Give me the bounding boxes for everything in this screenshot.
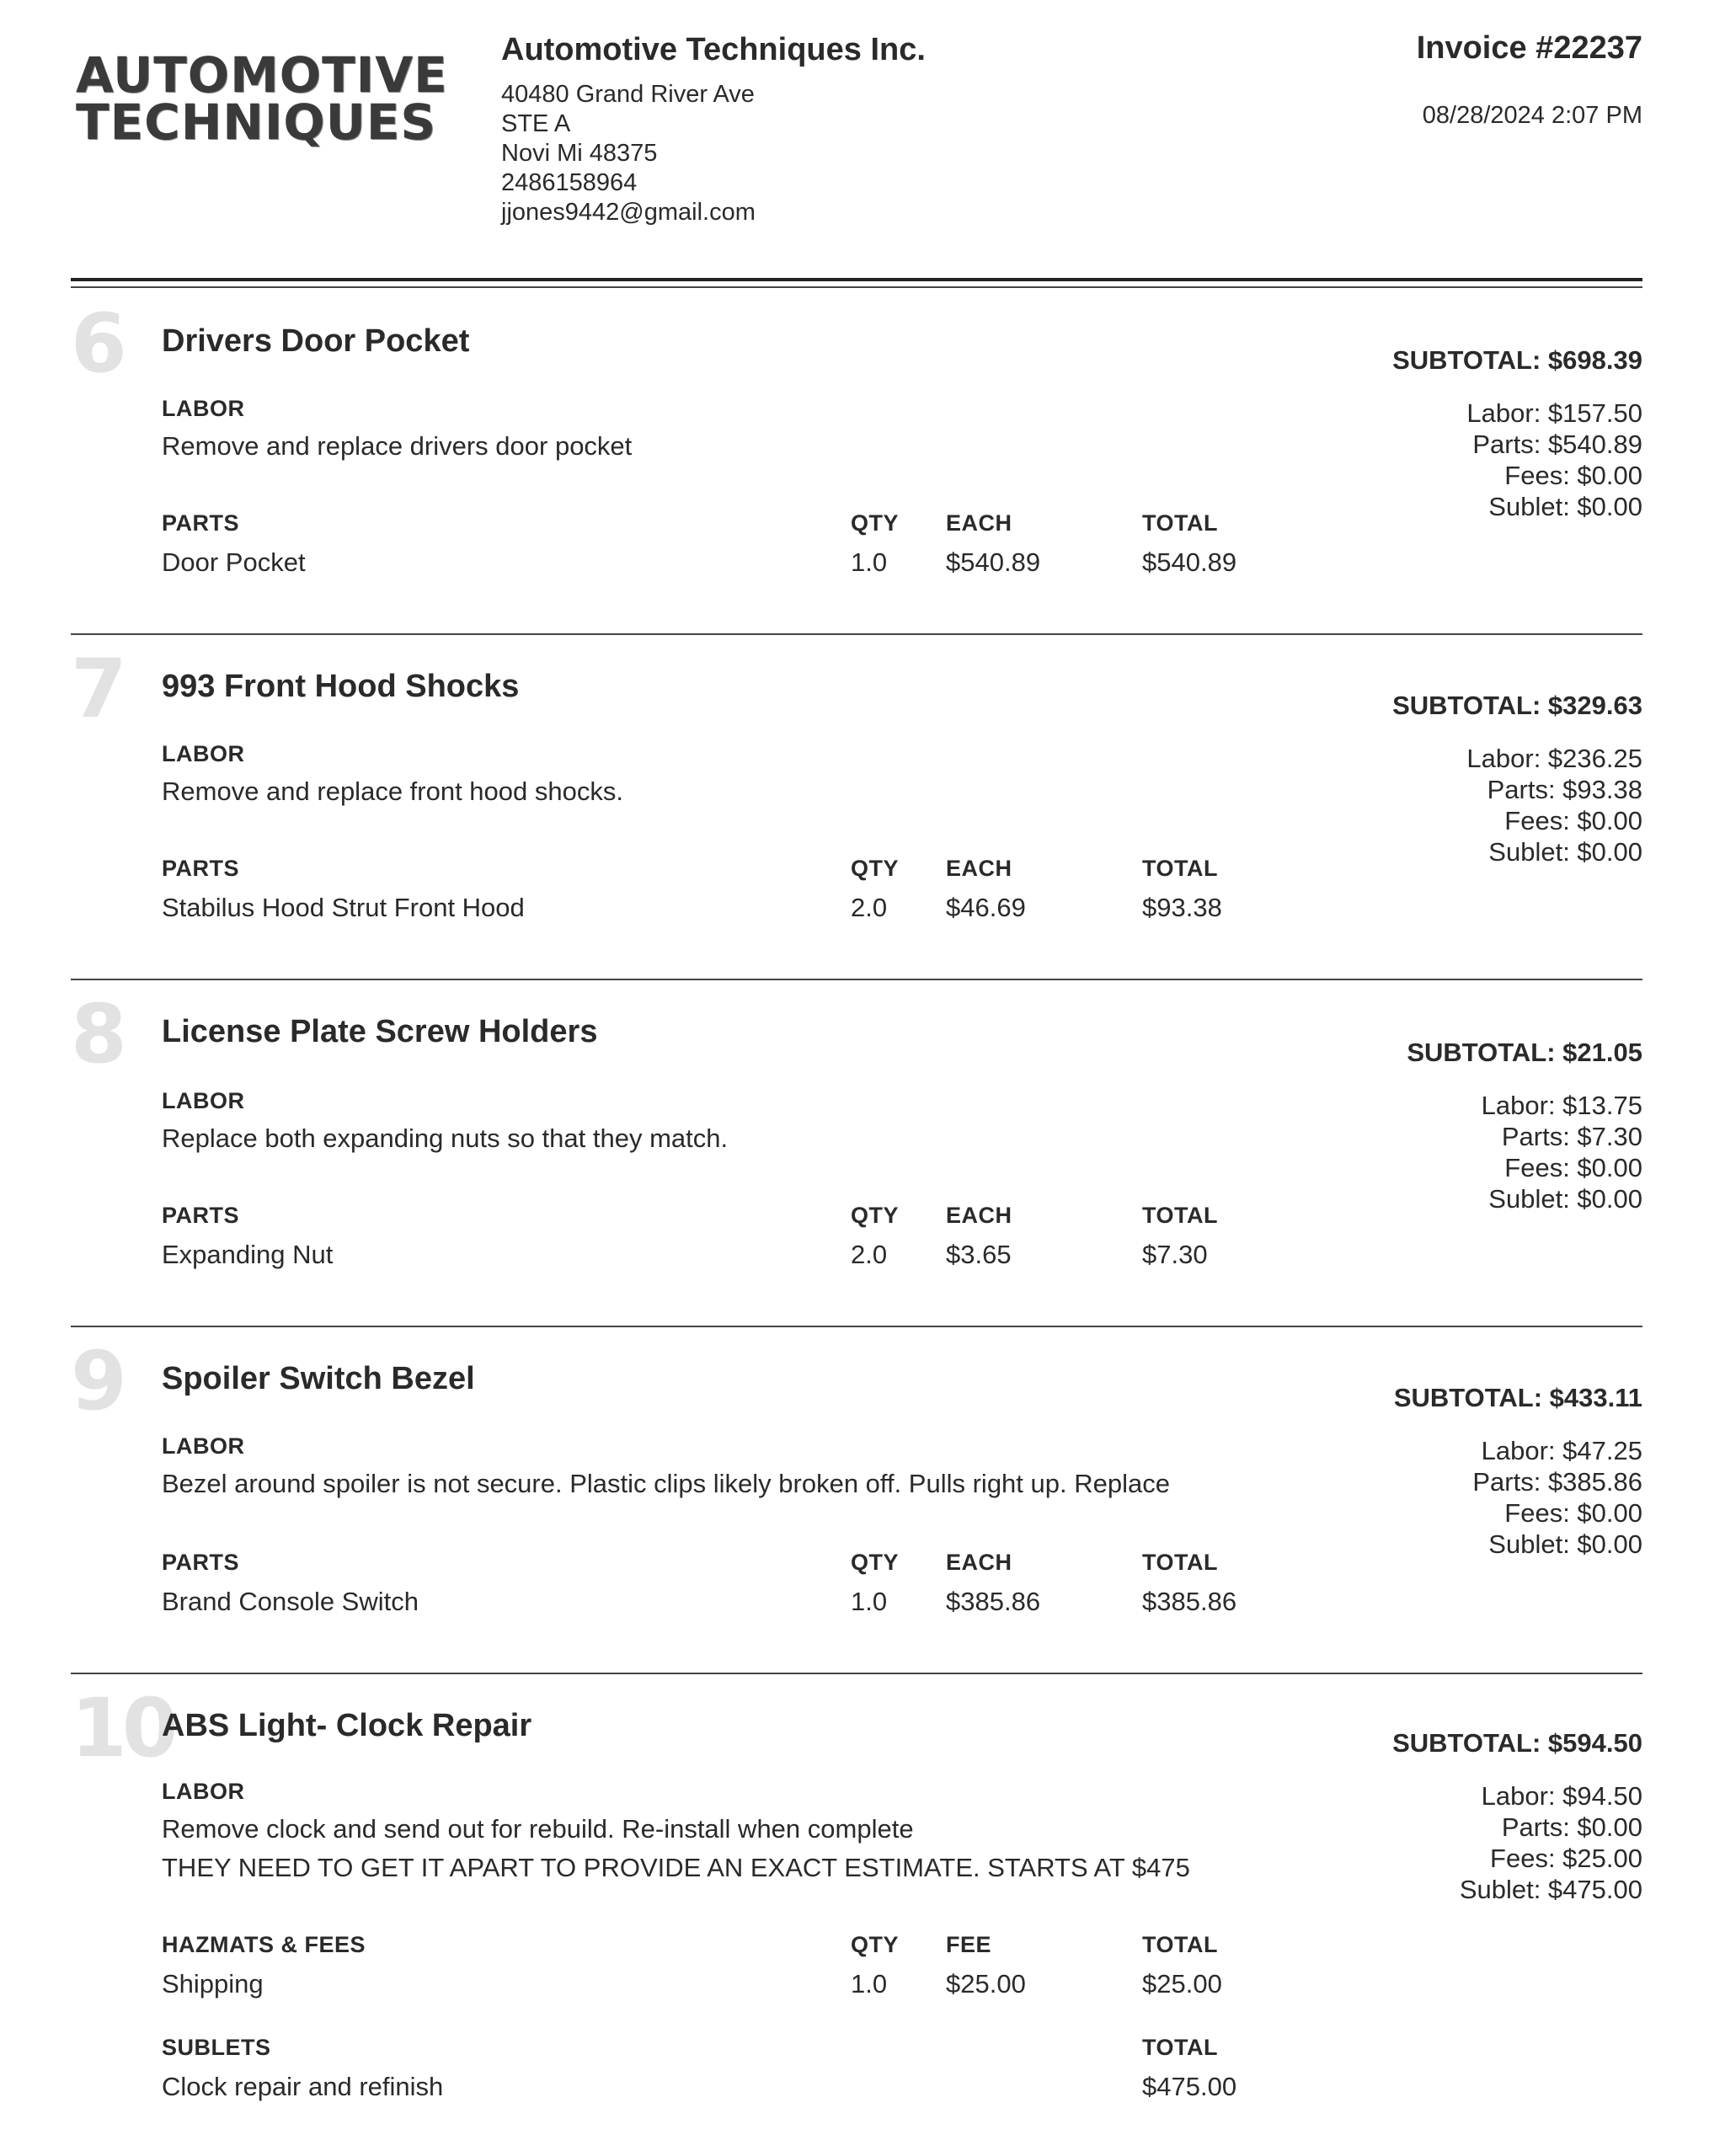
section-divider (71, 1326, 1642, 1327)
cost-breakdown (1482, 1090, 1642, 1214)
qty-header: QTY (851, 856, 900, 881)
part-name: Door Pocket (162, 547, 306, 577)
invoice-number: Invoice #22237 (1416, 30, 1642, 66)
job-subtotal: SUBTOTAL: $594.50 (1392, 1728, 1642, 1758)
part-each: $385.86 (946, 1587, 1041, 1616)
sublets-header: SUBLETS (162, 2035, 271, 2060)
job-section-6 (71, 288, 1642, 633)
labor-header: LABOR (162, 1088, 245, 1113)
labor-cost: Labor: $157.50 (1466, 398, 1642, 428)
job-number: 10 (71, 1681, 174, 1775)
total-header: TOTAL (1142, 1203, 1218, 1228)
fees-cost: Fees: $25.00 (1490, 1844, 1642, 1873)
parts-cost: Parts: $93.38 (1487, 775, 1642, 804)
part-qty: 1.0 (851, 547, 888, 577)
labor-header: LABOR (162, 1779, 245, 1804)
sublet-name: Clock repair and refinish (162, 2072, 444, 2101)
fees-cost: Fees: $0.00 (1504, 806, 1642, 835)
cost-breakdown (1466, 743, 1642, 867)
company-name: Automotive Techniques Inc. (501, 32, 926, 67)
company-city: Novi Mi 48375 (501, 140, 658, 167)
job-subtotal: SUBTOTAL: $433.11 (1393, 1383, 1642, 1412)
hazmats-header: HAZMATS & FEES (162, 1932, 366, 1957)
job-section-9 (71, 1326, 1642, 1673)
labor-note: THEY NEED TO GET IT APART TO PROVIDE AN EXACT ESTIMATE. STARTS AT $475 (162, 1853, 1190, 1882)
fee-qty: 1.0 (851, 1969, 888, 1999)
qty-header: QTY (851, 1550, 900, 1575)
header-rule (71, 278, 1642, 281)
parts-cost: Parts: $0.00 (1501, 1812, 1642, 1842)
labor-header: LABOR (162, 741, 245, 766)
sublet-cost: Sublet: $0.00 (1488, 492, 1642, 521)
job-title: Spoiler Switch Bezel (162, 1361, 475, 1396)
cost-breakdown (1460, 1780, 1642, 1905)
cost-breakdown (1466, 398, 1642, 522)
logo-line-2: TECHNIQUES (76, 93, 437, 151)
fees-cost: Fees: $0.00 (1504, 1498, 1642, 1528)
fee-header: FEE (946, 1932, 992, 1957)
labor-header: LABOR (162, 396, 245, 421)
total-header: TOTAL (1142, 1932, 1218, 1957)
company-address-1: 40480 Grand River Ave (501, 81, 755, 108)
cost-breakdown (1472, 1435, 1642, 1560)
fee-name: Shipping (162, 1969, 264, 1999)
parts-cost: Parts: $385.86 (1472, 1467, 1642, 1497)
job-title: License Plate Screw Holders (162, 1014, 598, 1049)
sublet-cost: Sublet: $0.00 (1488, 837, 1642, 867)
part-each: $540.89 (946, 547, 1041, 577)
job-subtotal: SUBTOTAL: $21.05 (1407, 1038, 1642, 1067)
sublet-cost: Sublet: $0.00 (1488, 1529, 1642, 1559)
parts-header: PARTS (162, 510, 240, 536)
part-name: Stabilus Hood Strut Front Hood (162, 893, 525, 922)
parts-cost: Parts: $7.30 (1501, 1122, 1642, 1151)
part-each: $3.65 (946, 1240, 1012, 1269)
job-number: 8 (71, 987, 122, 1081)
sublet-total-header: TOTAL (1142, 2035, 1218, 2060)
company-email: jjones9442@gmail.com (501, 199, 756, 226)
part-name: Brand Console Switch (162, 1587, 419, 1616)
job-section-8 (71, 979, 1642, 1326)
job-number: 6 (71, 296, 122, 391)
job-section-7 (71, 633, 1642, 979)
qty-header: QTY (851, 1203, 900, 1228)
logo-line-1: AUTOMOTIVE (76, 46, 448, 104)
part-qty: 1.0 (851, 1587, 888, 1616)
labor-cost: Labor: $236.25 (1466, 744, 1642, 773)
job-number: 7 (71, 642, 122, 736)
part-qty: 2.0 (851, 1240, 888, 1269)
each-header: EACH (946, 856, 1012, 881)
part-total: $93.38 (1142, 893, 1222, 922)
job-title: 993 Front Hood Shocks (162, 669, 520, 704)
labor-description: Bezel around spoiler is not secure. Plastic clips likely broken off. Pulls right up. Replace (162, 1469, 1170, 1498)
qty-header: QTY (851, 1932, 900, 1957)
part-name: Expanding Nut (162, 1240, 334, 1269)
labor-header: LABOR (162, 1433, 245, 1459)
company-info (501, 32, 1091, 227)
section-divider (71, 633, 1642, 635)
sublet-total: $475.00 (1142, 2072, 1237, 2101)
part-each: $46.69 (946, 893, 1026, 922)
job-subtotal: SUBTOTAL: $698.39 (1392, 345, 1642, 375)
labor-description: Remove and replace drivers door pocket (162, 431, 633, 461)
labor-description: Remove and replace front hood shocks. (162, 776, 623, 806)
invoice-datetime: 08/28/2024 2:07 PM (1422, 102, 1642, 129)
job-title: ABS Light- Clock Repair (162, 1708, 532, 1743)
sublet-cost: Sublet: $0.00 (1488, 1184, 1642, 1214)
qty-header: QTY (851, 510, 900, 536)
labor-cost: Labor: $47.25 (1481, 1436, 1642, 1465)
each-header: EACH (946, 1203, 1012, 1228)
section-divider (71, 979, 1642, 980)
sublet-cost: Sublet: $475.00 (1459, 1875, 1642, 1904)
parts-header: PARTS (162, 1550, 240, 1575)
job-title: Drivers Door Pocket (162, 323, 470, 359)
labor-description: Replace both expanding nuts so that they match. (162, 1123, 729, 1153)
job-number: 9 (71, 1334, 122, 1428)
fee-amount: $25.00 (946, 1969, 1026, 1999)
total-header: TOTAL (1142, 856, 1218, 881)
total-header: TOTAL (1142, 1550, 1218, 1575)
each-header: EACH (946, 510, 1012, 536)
job-section-10 (71, 1673, 1642, 2144)
fee-total: $25.00 (1142, 1969, 1222, 1999)
each-header: EACH (946, 1550, 1012, 1575)
section-divider (71, 1673, 1642, 1674)
company-phone: 2486158964 (501, 169, 638, 196)
total-header: TOTAL (1142, 510, 1218, 536)
company-address-2: STE A (501, 110, 571, 137)
labor-cost: Labor: $94.50 (1481, 1781, 1642, 1811)
company-logo (76, 46, 463, 151)
part-total: $385.86 (1142, 1587, 1237, 1616)
fees-cost: Fees: $0.00 (1504, 461, 1642, 490)
parts-header: PARTS (162, 1203, 240, 1228)
labor-cost: Labor: $13.75 (1481, 1091, 1642, 1120)
fees-cost: Fees: $0.00 (1504, 1153, 1642, 1182)
invoice-info (1417, 30, 1642, 130)
labor-description: Remove clock and send out for rebuild. Re-install when complete (162, 1814, 914, 1844)
parts-cost: Parts: $540.89 (1472, 430, 1642, 459)
part-total: $540.89 (1142, 547, 1237, 577)
job-subtotal: SUBTOTAL: $329.63 (1392, 691, 1642, 720)
part-total: $7.30 (1142, 1240, 1208, 1269)
part-qty: 2.0 (851, 893, 888, 922)
parts-header: PARTS (162, 856, 240, 881)
